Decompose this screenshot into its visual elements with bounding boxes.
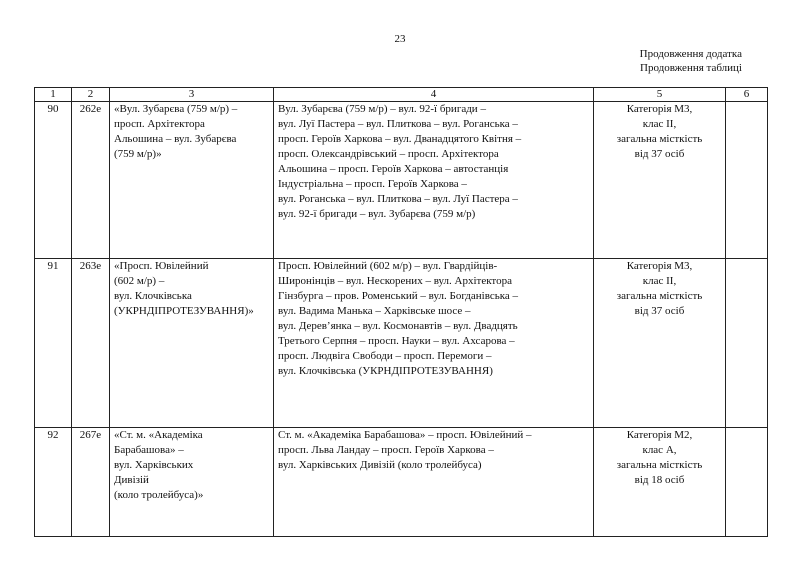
route-code: 263е [72, 259, 110, 428]
route-name-text: «Просп. Ювілейний (602 м/р) – вул. Клочківська (УКРНДІПРОТЕЗУВАННЯ)» [114, 260, 254, 317]
vehicle-category [594, 102, 726, 259]
route-path [274, 259, 594, 428]
vehicle-category-text: Категорія М3, клас II, загальна місткість від 37 осіб [616, 260, 703, 317]
route-code: 262е [72, 102, 110, 259]
table-row [35, 428, 768, 537]
column-6-cell [726, 102, 768, 259]
table-header-row [35, 88, 768, 102]
route-name [110, 102, 274, 259]
vehicle-category [594, 259, 726, 428]
vehicle-category-text: Категорія М3, клас II, загальна місткість від 37 осіб [616, 103, 703, 160]
route-path-text: Ст. м. «Академіка Барабашова» – просп. Ювілейний – просп. Льва Ландау – просп. Героїв Харкова – вул. Харківських Дивізій (коло тролейбуса) [278, 429, 532, 471]
vehicle-category-text: Категорія М2, клас А, загальна місткість від 18 осіб [616, 429, 703, 486]
route-name-text: «Ст. м. «Академіка Барабашова» – вул. Харківських Дивізій (коло тролейбуса)» [114, 429, 204, 501]
header-note [640, 47, 742, 75]
vehicle-category [594, 428, 726, 537]
table-row [35, 102, 768, 259]
header-note-line-1: Продовження додатка [639, 48, 742, 60]
column-header-4: 4 [274, 88, 594, 102]
route-name-text: «Вул. Зубарєва (759 м/р) – просп. Архітектора Альошина – вул. Зубарєва (759 м/р)» [114, 103, 238, 160]
row-number: 91 [35, 259, 72, 428]
row-number: 92 [35, 428, 72, 537]
header-note-line-2: Продовження таблиці [640, 62, 742, 74]
route-path [274, 102, 594, 259]
column-header-1: 1 [35, 88, 72, 102]
column-header-3: 3 [110, 88, 274, 102]
route-name [110, 428, 274, 537]
column-header-2: 2 [72, 88, 110, 102]
column-header-5: 5 [594, 88, 726, 102]
column-6-cell [726, 259, 768, 428]
column-header-6: 6 [726, 88, 768, 102]
column-6-cell [726, 428, 768, 537]
table-row [35, 259, 768, 428]
route-path [274, 428, 594, 537]
route-code: 267е [72, 428, 110, 537]
routes-table [34, 87, 768, 537]
route-path-text: Просп. Ювілейний (602 м/р) – вул. Гвардійців- Широнінців – вул. Нескорених – вул. Архітектора Гінзбурга – пров. Роменський – вул. Богданівська – вул. Вадима Манька – Харківське шосе – вул. Дерев’янка – вул. Космонавтів – вул. Двадцять Третього Серпня – просп. Науки – вул. Ахсарова – просп. Людвіга Свободи – просп. Перемоги – вул. Клочківська (УКРНДІПРОТЕЗУВАННЯ) [278, 260, 519, 377]
row-number: 90 [35, 102, 72, 259]
route-name [110, 259, 274, 428]
page-number: 23 [394, 33, 406, 45]
route-path-text: Вул. Зубарєва (759 м/р) – вул. 92-ї бригади – вул. Луї Пастера – вул. Плиткова – вул. Роганська – просп. Героїв Харкова – вул. Дванадцятого Квітня – просп. Олександрівський – просп. Архітектора Альошина – просп. Героїв Харкова – автостанція Індустріальна – просп. Героїв Харкова – вул. Роганська – вул. Плиткова – вул. Луї Пастера – вул. 92-ї бригади – вул. Зубарєва (759 м/р) [278, 103, 522, 220]
